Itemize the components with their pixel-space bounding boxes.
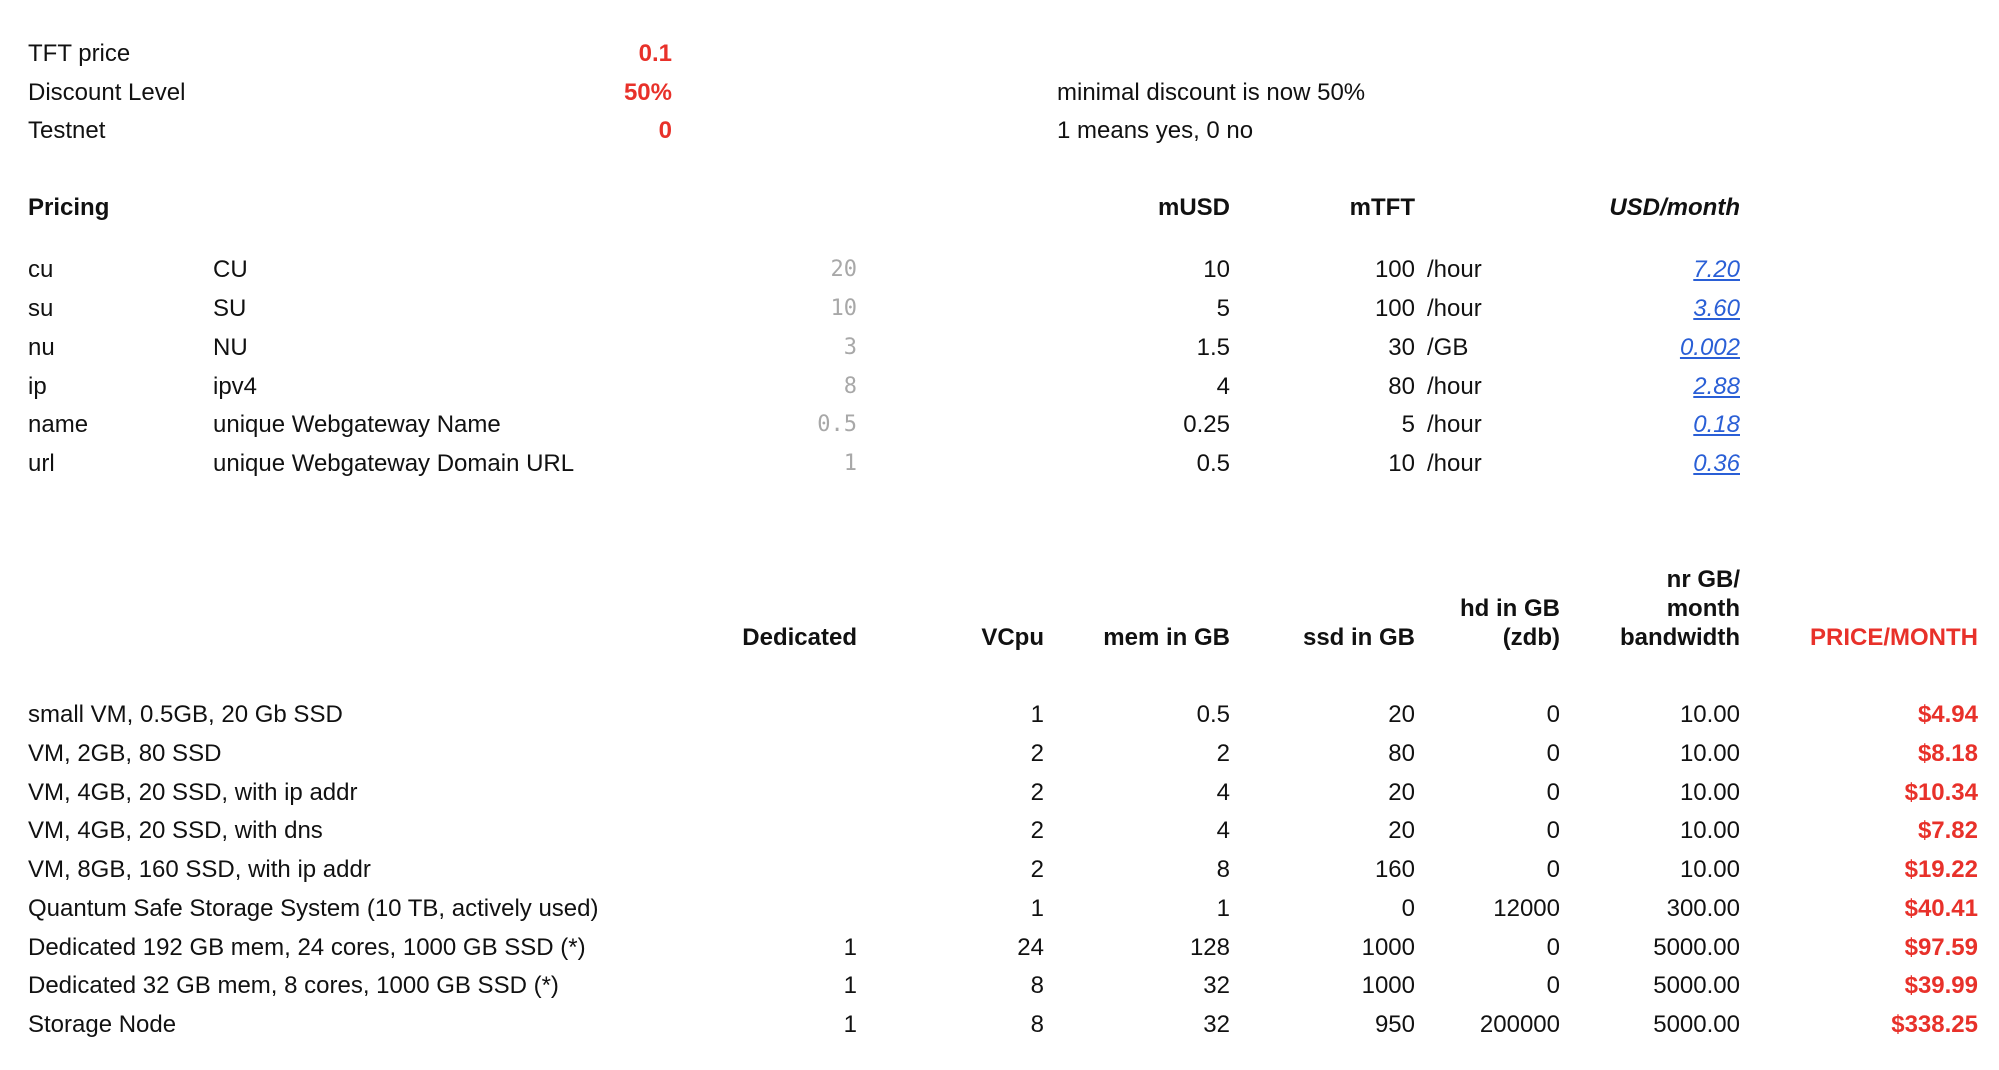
config-vcpu: 1 xyxy=(1030,895,1044,922)
pricing-key: url xyxy=(28,450,55,477)
config-price: $19.22 xyxy=(1904,856,1978,883)
config-vcpu: 8 xyxy=(1030,972,1044,999)
config-vcpu: 24 xyxy=(1017,934,1044,961)
pricing-key: ip xyxy=(28,373,47,400)
pricing-usd-month-link[interactable]: 0.18 xyxy=(1693,411,1740,438)
col-header-bw-line3: bandwidth xyxy=(1620,624,1740,651)
pricing-mtft: 10 xyxy=(1388,450,1415,477)
pricing-base: 8 xyxy=(843,374,857,399)
config-name: Quantum Safe Storage System (10 TB, actively used) xyxy=(28,895,599,922)
pricing-usd-month-link[interactable]: 2.88 xyxy=(1693,373,1740,400)
tft-price-value[interactable]: 0.1 xyxy=(638,40,672,67)
tft-price-label: TFT price xyxy=(28,40,131,67)
config-ssd: 1000 xyxy=(1361,934,1415,961)
col-header-mtft: mTFT xyxy=(1349,194,1415,221)
pricing-musd: 0.5 xyxy=(1196,450,1230,477)
config-mem: 1 xyxy=(1216,895,1230,922)
config-bandwidth: 5000.00 xyxy=(1653,972,1740,999)
config-price: $4.94 xyxy=(1917,701,1978,728)
config-price: $10.34 xyxy=(1904,779,1978,806)
config-bandwidth: 5000.00 xyxy=(1653,934,1740,961)
pricing-unit: /hour xyxy=(1427,256,1482,283)
config-hd: 0 xyxy=(1546,701,1560,728)
pricing-name: ipv4 xyxy=(213,373,258,400)
config-price: $39.99 xyxy=(1904,972,1978,999)
pricing-key: nu xyxy=(28,334,55,361)
pricing-key: cu xyxy=(28,256,54,283)
pricing-base: 20 xyxy=(830,257,857,282)
pricing-usd-month-link[interactable]: 0.002 xyxy=(1679,334,1740,361)
config-mem: 4 xyxy=(1216,779,1230,806)
config-dedicated xyxy=(700,894,857,924)
pricing-base: 0.5 xyxy=(817,412,857,437)
pricing-mtft: 5 xyxy=(1401,411,1415,438)
config-ssd: 80 xyxy=(1388,740,1415,767)
config-dedicated xyxy=(700,855,857,885)
pricing-unit: /hour xyxy=(1427,450,1482,477)
testnet-value[interactable]: 0 xyxy=(658,117,672,144)
col-header-usd-month: USD/month xyxy=(1609,194,1740,221)
pricing-musd: 0.25 xyxy=(1183,411,1230,438)
config-dedicated xyxy=(700,739,857,769)
pricing-name: SU xyxy=(213,295,247,322)
config-name: Storage Node xyxy=(28,1011,177,1038)
config-hd: 200000 xyxy=(1479,1011,1560,1038)
config-ssd: 0 xyxy=(1401,895,1415,922)
pricing-mtft: 100 xyxy=(1374,256,1415,283)
config-ssd: 1000 xyxy=(1361,972,1415,999)
config-hd: 0 xyxy=(1546,817,1560,844)
discount-level-value[interactable]: 50% xyxy=(623,79,672,106)
col-header-mem: mem in GB xyxy=(1103,624,1230,651)
config-hd: 0 xyxy=(1546,740,1560,767)
config-vcpu: 8 xyxy=(1030,1011,1044,1038)
pricing-unit: /hour xyxy=(1427,411,1482,438)
config-hd: 0 xyxy=(1546,856,1560,883)
config-hd: 0 xyxy=(1546,934,1560,961)
pricing-unit: /hour xyxy=(1427,373,1482,400)
config-vcpu: 1 xyxy=(1030,701,1044,728)
pricing-mtft: 100 xyxy=(1374,295,1415,322)
pricing-musd: 5 xyxy=(1216,295,1230,322)
config-dedicated: 1 xyxy=(843,934,857,961)
config-dedicated xyxy=(700,778,857,808)
config-name: Dedicated 32 GB mem, 8 cores, 1000 GB SSD (*) xyxy=(28,972,559,999)
config-name: VM, 8GB, 160 SSD, with ip addr xyxy=(28,856,371,883)
pricing-usd-month-link[interactable]: 3.60 xyxy=(1693,295,1740,322)
config-dedicated xyxy=(700,700,857,730)
pricing-usd-month-link[interactable]: 7.20 xyxy=(1693,256,1740,283)
config-ssd: 20 xyxy=(1388,779,1415,806)
config-hd: 0 xyxy=(1546,779,1560,806)
config-price: $8.18 xyxy=(1917,740,1978,767)
pricing-name: unique Webgateway Name xyxy=(213,411,501,438)
config-vcpu: 2 xyxy=(1030,740,1044,767)
col-header-musd: mUSD xyxy=(1157,194,1230,221)
config-mem: 128 xyxy=(1189,934,1230,961)
pricing-name: NU xyxy=(213,334,248,361)
col-header-ssd: ssd in GB xyxy=(1302,624,1415,651)
config-bandwidth: 10.00 xyxy=(1679,856,1740,883)
config-bandwidth: 10.00 xyxy=(1679,740,1740,767)
discount-note: minimal discount is now 50% xyxy=(1057,79,1366,106)
pricing-usd-month-link[interactable]: 0.36 xyxy=(1693,450,1740,477)
config-price: $97.59 xyxy=(1904,934,1978,961)
pricing-name: unique Webgateway Domain URL xyxy=(213,450,575,477)
config-vcpu: 2 xyxy=(1030,779,1044,806)
config-name: small VM, 0.5GB, 20 Gb SSD xyxy=(28,701,343,728)
pricing-base: 10 xyxy=(830,296,857,321)
config-bandwidth: 10.00 xyxy=(1679,701,1740,728)
config-dedicated xyxy=(700,816,857,846)
config-mem: 4 xyxy=(1216,817,1230,844)
config-price: $7.82 xyxy=(1917,817,1978,844)
col-header-bw-line1: nr GB/ xyxy=(1666,566,1740,593)
testnet-note: 1 means yes, 0 no xyxy=(1057,117,1254,144)
config-dedicated: 1 xyxy=(843,1011,857,1038)
col-header-hd xyxy=(1420,594,1560,652)
col-header-dedicated: Dedicated xyxy=(742,624,857,651)
pricing-key: su xyxy=(28,295,54,322)
pricing-unit: /GB xyxy=(1427,334,1469,361)
config-mem: 2 xyxy=(1216,740,1230,767)
pricing-musd: 1.5 xyxy=(1196,334,1230,361)
pricing-mtft: 30 xyxy=(1388,334,1415,361)
config-vcpu: 2 xyxy=(1030,817,1044,844)
config-hd: 12000 xyxy=(1493,895,1560,922)
config-bandwidth: 5000.00 xyxy=(1653,1011,1740,1038)
config-name: Dedicated 192 GB mem, 24 cores, 1000 GB SSD (*) xyxy=(28,934,586,961)
col-header-bw-line2: month xyxy=(1666,595,1740,622)
config-bandwidth: 10.00 xyxy=(1679,779,1740,806)
config-price: $40.41 xyxy=(1904,895,1978,922)
config-ssd: 20 xyxy=(1388,701,1415,728)
config-mem: 8 xyxy=(1216,856,1230,883)
pricing-name: CU xyxy=(213,256,248,283)
config-name: VM, 2GB, 80 SSD xyxy=(28,740,222,767)
col-header-vcpu: VCpu xyxy=(981,624,1044,651)
config-mem: 0.5 xyxy=(1196,701,1230,728)
config-ssd: 20 xyxy=(1388,817,1415,844)
config-ssd: 950 xyxy=(1374,1011,1415,1038)
config-name: VM, 4GB, 20 SSD, with dns xyxy=(28,817,323,844)
config-bandwidth: 300.00 xyxy=(1666,895,1740,922)
col-header-hd-line1: hd in GB xyxy=(1460,595,1560,622)
config-name: VM, 4GB, 20 SSD, with ip addr xyxy=(28,779,358,806)
pricing-key: name xyxy=(28,411,89,438)
config-bandwidth: 10.00 xyxy=(1679,817,1740,844)
col-header-hd-line2: (zdb) xyxy=(1502,624,1560,651)
pricing-musd: 10 xyxy=(1203,256,1230,283)
col-header-price-month: PRICE/MONTH xyxy=(1810,624,1978,651)
config-mem: 32 xyxy=(1203,1011,1230,1038)
config-mem: 32 xyxy=(1203,972,1230,999)
config-ssd: 160 xyxy=(1374,856,1415,883)
config-price: $338.25 xyxy=(1891,1011,1978,1038)
pricing-title: Pricing xyxy=(28,194,110,221)
pricing-musd: 4 xyxy=(1216,373,1230,400)
col-header-bandwidth xyxy=(1560,565,1740,652)
pricing-mtft: 80 xyxy=(1388,373,1415,400)
testnet-label: Testnet xyxy=(28,117,106,144)
pricing-base: 1 xyxy=(843,451,857,476)
config-hd: 0 xyxy=(1546,972,1560,999)
config-vcpu: 2 xyxy=(1030,856,1044,883)
pricing-base: 3 xyxy=(843,335,857,360)
discount-level-label: Discount Level xyxy=(28,79,186,106)
pricing-unit: /hour xyxy=(1427,295,1482,322)
config-dedicated: 1 xyxy=(843,972,857,999)
